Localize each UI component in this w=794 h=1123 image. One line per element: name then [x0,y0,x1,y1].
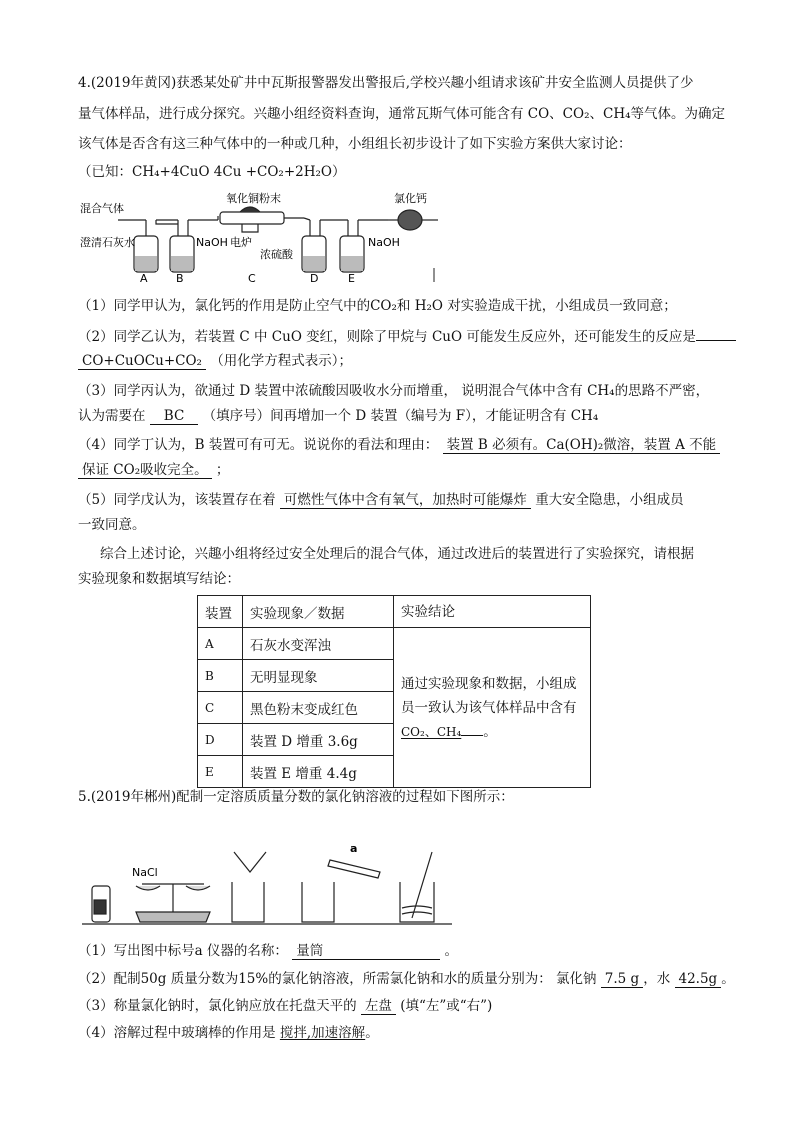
paper-funnel [234,852,266,872]
label-e: E [348,272,355,285]
combustion-tube [220,212,284,224]
table-cell-device: A [198,628,243,660]
table-cell-device: D [198,724,243,756]
label-naoh-b: NaOH [196,236,228,249]
label-a: a [350,842,358,855]
q4-line3: 该气体是否含有这三种气体中的一种或几种，小组组长初步设计了如下实验方案供大家讨论： [78,136,632,152]
table-cell-observation: 黑色粉末变成红色 [243,692,394,724]
q4-line1: 4.(2019年黄冈)获悉某处矿井中瓦斯报警器发出警报后,学校兴趣小组请求该矿井安全监测人员提供了少 [78,75,694,91]
table-header: 实验结论 [394,596,591,628]
q4-part5-answer: 可燃性气体中含有氧气，加热时可能爆炸 [280,492,531,509]
q5-part1-suffix: 。 [444,943,459,959]
q4-part4-question: （4）同学丁认为，B 装置可有可无。说说你的看法和理由： [78,437,439,453]
q4-part5-line2: 一致同意。 [78,517,146,533]
results-table [197,595,591,788]
table-cell-observation: 无明显现象 [243,660,394,692]
q4-part3: （3）同学丙认为，欲通过 D 装置中浓硫酸因吸收水分而增重， 说明混合气体中含有 CH₄的思路不严密， [78,383,710,399]
q5-part2-suffix: 。 [721,971,735,987]
table-header: 装置 [198,596,243,628]
q4-part4-answer1: 装置 B 必须有。Ca(OH)₂微溶，装置 A 不能 [443,437,721,454]
table-cell-conclusion [394,628,591,788]
q4-line2: 量气体样品，进行成分探究。兴趣小组经资料查询，通常瓦斯气体可能含有 CO、CO₂、CH₄等气体。为确定 [78,106,726,122]
q5-part2-question: （2）配制50g 质量分数为15%的氯化钠溶液，所需氯化钠和水的质量分别为： 氯化钠 [78,971,597,987]
q4-part5-suffix: 重大安全隐患，小组成员 [535,492,684,508]
balance [136,912,210,922]
q5-part1-question: （1）写出图中标号a 仪器的名称： [78,943,288,959]
q5-part2-mid: ，水 [643,971,671,987]
q4-summary-line2: 实验现象和数据填写结论： [78,571,240,587]
q5-part4-suffix: 。 [365,1025,379,1041]
q4-part2-answer-line [78,351,352,371]
measuring-cylinder-a [328,860,380,878]
q4-part2-suffix: （用化学方程式表示）； [210,353,352,369]
q5-part3-answer: 左盘 [361,998,396,1015]
q4-part3-answer: BC [150,408,199,425]
q5-title: 5.(2019年郴州)配制一定溶质质量分数的氯化钠溶液的过程如下图所示： [78,789,514,805]
label-a: A [140,272,148,285]
q4-part5-question: （5）同学戊认为，该装置存在着 [78,492,276,508]
glass-rod [412,852,432,918]
q4-part2-question: （2）同学乙认为，若装置 C 中 CuO 变红，则除了甲烷与 CuO 可能发生反应外，还可能发生的反应是 [78,329,696,345]
q4-apparatus-diagram [78,186,458,286]
q4-part5 [78,490,684,510]
label-naoh-e: NaOH [368,236,400,249]
table-header: 实验现象／数据 [243,596,394,628]
table-row [198,628,591,660]
table-cell-observation: 装置 D 增重 3.6g [243,724,394,756]
q4-part4-suffix: ； [215,462,230,478]
q4-part2 [78,327,736,347]
beaker-1 [232,882,264,922]
beaker-2 [302,882,334,922]
q5-part3-question: （3）称量氯化钠时，氯化钠应放在托盘天平的 [78,998,357,1014]
q4-summary-line1: 综合上述讨论，兴趣小组将经过安全处理后的混合气体，通过改进后的装置进行了实验探究，请根据 [100,546,694,562]
table-cell-device: C [198,692,243,724]
table-cell-device: B [198,660,243,692]
conclusion-answer: CO₂、CH₄ [401,724,462,739]
label-d: D [310,272,319,285]
table-header-row [198,596,591,628]
table-cell-observation: 石灰水变浑浊 [243,628,394,660]
q4-part2-answer: CO+CuOCu+CO₂ [78,353,206,370]
label-nacl: NaCl [132,866,158,879]
conclusion-line1: 通过实验现象和数据，小组成 [401,675,577,692]
q4-part3-suffix: （填序号）间再增加一个 D 装置（编号为 F），才能证明含有 CH₄ [202,408,599,424]
q4-part4 [78,435,720,455]
label-calcium-chloride: 氯化钙 [394,192,427,205]
q5-part1-answer: 量筒 [292,943,440,960]
label-mixed-gas: 混合气体 [80,202,124,215]
q5-procedure-diagram [82,842,462,932]
q4-part3-line2 [78,406,598,426]
label-copper-oxide: 氧化铜粉末 [226,192,281,205]
label-c: C [248,272,256,285]
label-b: B [176,272,184,285]
q4-known-equation: （已知：CH₄+4CuO 4Cu +CO₂+2H₂O） [78,164,346,180]
q5-part1 [78,941,458,961]
q5-part2 [78,969,735,989]
q4-part4-answer2: 保证 CO₂吸收完全。 [78,462,212,479]
q5-part4-question: （4）溶解过程中玻璃棒的作用是 [78,1025,276,1041]
q4-part3-prefix: 认为需要在 [78,408,146,424]
label-limewater: 澄清石灰水 [80,236,135,249]
label-furnace: 电炉 [230,236,252,249]
conclusion-line2: 员一致认为该气体样品中含有 [401,699,577,716]
table-cell-observation: 装置 E 增重 4.4g [243,756,394,788]
conclusion-end: 。 [483,723,497,740]
label-conc-acid: 浓硫酸 [260,248,293,261]
q5-part2-answer1: 7.5 g [601,971,643,988]
q5-part3 [78,996,492,1016]
q4-part1: （1）同学甲认为，氯化钙的作用是防止空气中的CO₂和 H₂O 对实验造成干扰，小组成员一致同意； [78,298,677,314]
q5-part3-suffix: (填“左”或“右”) [400,998,493,1014]
drying-tube [398,210,422,230]
q5-part4-answer: 搅拌,加速溶解 [279,1025,366,1041]
q5-part2-answer2: 42.5g [675,971,722,988]
q5-part4 [78,1023,379,1043]
table-cell-device: E [198,756,243,788]
q4-part4-line2 [78,460,229,480]
